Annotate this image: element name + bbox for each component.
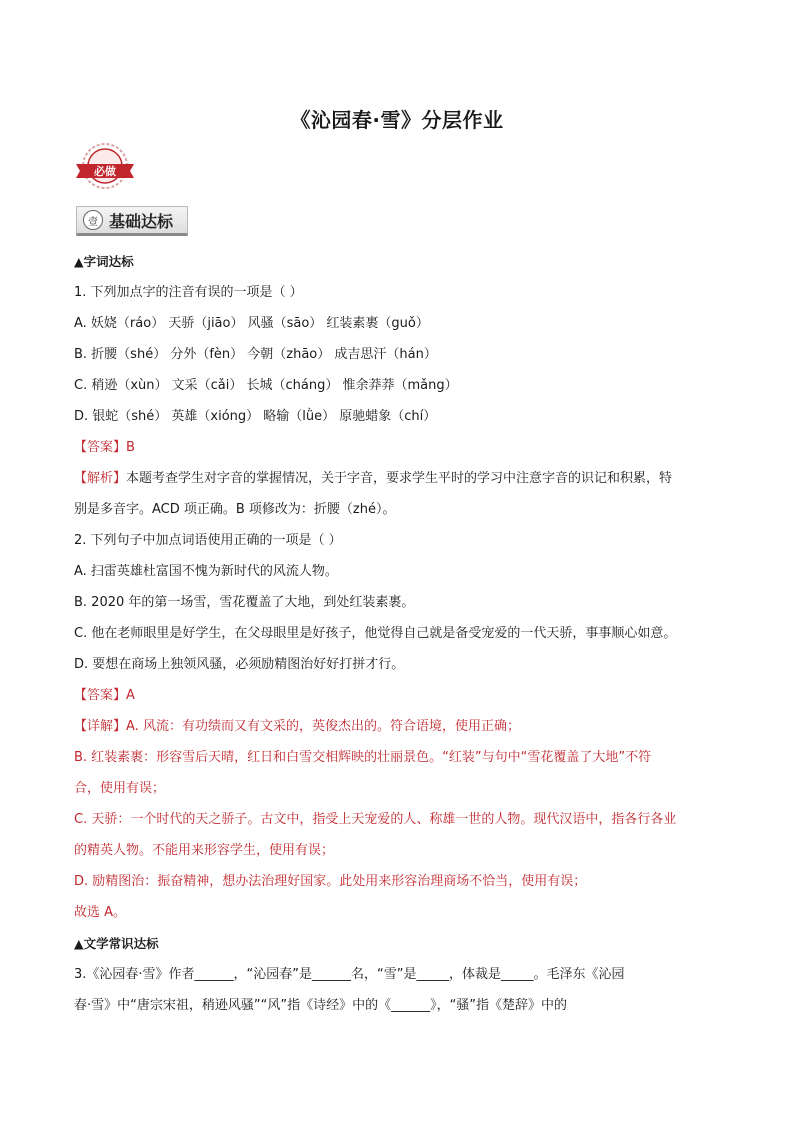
q2-stem: 2. 下列句子中加点词语使用正确的一项是（ ） (74, 533, 342, 548)
q1-option-a: A. 妖娆（ráo） 天骄（jiāo） 风骚（sāo） 红装素裹（guǒ） (74, 316, 429, 331)
required-badge-icon (74, 140, 136, 196)
q2-answer (74, 680, 724, 711)
section-number-icon: 壹 (83, 210, 103, 230)
q1-answer-label: 【答案】 (74, 440, 127, 455)
q2-detail-a (74, 711, 724, 742)
q1-option-d: D. 银蛇（shé） 英雄（xióng） 略输（lǜe） 原驰蜡象（chí） (74, 409, 437, 424)
q2-option-a: A. 扫雷英雄杜富国不愧为新时代的风流人物。 (74, 564, 338, 579)
q2-conclusion: 故选 A。 (74, 905, 127, 920)
q1-answer-value: B (126, 440, 135, 455)
q2-detail-c2: 的精英人物。不能用来形容学生，使用有误； (74, 843, 335, 858)
q3-line-2: 春·雪》中“唐宗宋祖，稍逊风骚”“风”指《诗经》中的《______》，“骚”指《楚辞》中的 (74, 998, 568, 1013)
subheading-literature: ▲文学常识达标 (74, 936, 159, 951)
q1-option-c: C. 稍逊（xùn） 文采（cǎi） 长城（cháng） 惟余莽莽（mǎng） (74, 378, 458, 393)
q1-stem: 1. 下列加点字的注音有误的一项是（ ） (74, 285, 303, 300)
page-title: 《沁园春·雪》分层作业 (290, 108, 504, 132)
q2-answer-value: A (126, 688, 135, 703)
q2-detail-a-text: A. 风流：有功绩而又有文采的，英俊杰出的。符合语境，使用正确； (126, 719, 520, 734)
q1-answer (74, 432, 724, 463)
q2-detail-d: D. 励精图治：振奋精神，想办法治理好国家。此处用来形容治理商场不恰当，使用有误； (74, 874, 587, 889)
section-tab-basic (76, 206, 188, 236)
section-label: 基础达标 (109, 211, 174, 231)
q2-detail-b1: B. 红装素裹：形容雪后天晴，红日和白雪交相辉映的壮丽景色。“红装”与句中“雪花覆盖了大地”不符 (74, 750, 652, 765)
q1-analysis-text-1: 本题考查学生对字音的掌握情况，关于字音，要求学生平时的学习中注意字音的识记和积累，特 (126, 471, 673, 486)
q1-option-b: B. 折腰（shé） 分外（fèn） 今朝（zhāo） 成吉思汗（hán） (74, 347, 437, 362)
q2-detail-label: 【详解】 (74, 719, 127, 734)
q2-option-c: C. 他在老师眼里是好学生，在父母眼里是好孩子，他觉得自己就是备受宠爱的一代天骄，事事顺心如意。 (74, 626, 677, 641)
q1-analysis-text-2: 别是多音字。ACD 项正确。B 项修改为：折腰（zhé）。 (74, 502, 396, 517)
q2-detail-b2: 合，使用有误； (74, 781, 166, 796)
q2-option-d: D. 要想在商场上独领风骚，必须励精图治好好打拼才行。 (74, 657, 405, 672)
badge-text: 必做 (94, 165, 116, 178)
q2-detail-c1: C. 天骄：一个时代的天之骄子。古文中，指受上天宠爱的人、称雄一世的人物。现代汉语中，指各行各业 (74, 812, 677, 827)
q1-analysis-label: 【解析】 (74, 471, 127, 486)
q2-option-b: B. 2020 年的第一场雪，雪花覆盖了大地，到处红装素裹。 (74, 595, 415, 610)
question-content (74, 246, 724, 1021)
q1-analysis (74, 463, 724, 494)
q3-line-1: 3.《沁园春·雪》作者______，“沁园春”是______名，“雪”是_____，体裁是_____。毛泽东《沁园 (74, 967, 625, 982)
q2-answer-label: 【答案】 (74, 688, 127, 703)
subheading-vocabulary: ▲字词达标 (74, 254, 134, 269)
